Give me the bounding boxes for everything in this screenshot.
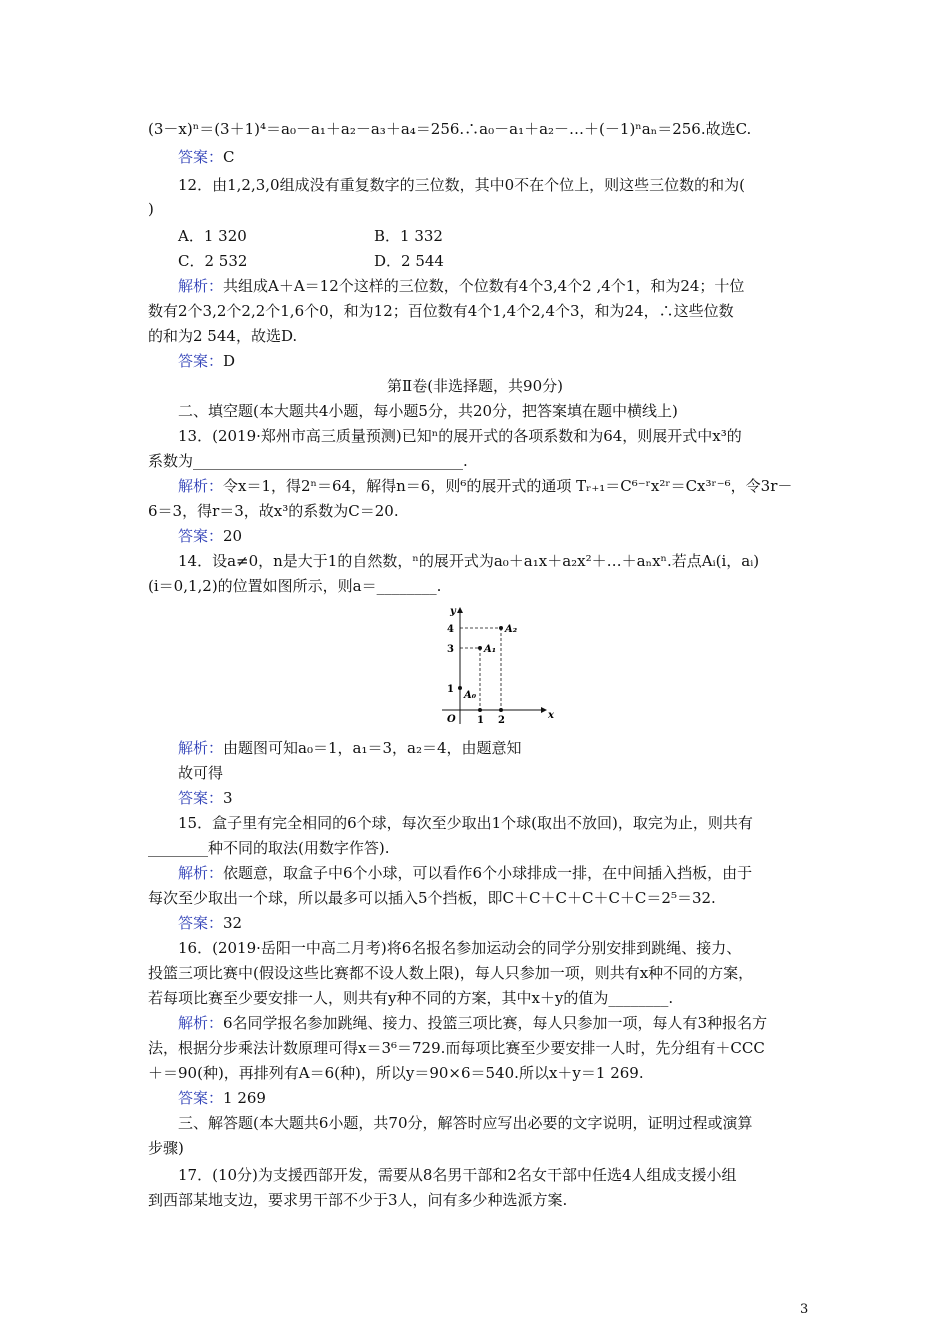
solution-text: 依题意，取盒子中6个小球，可以看作6个小球排成一排，在中间插入挡板，由于 [223, 864, 753, 882]
solution-13-line-1 [178, 476, 792, 496]
solution-12-line-1 [178, 276, 744, 296]
answer-value: 32 [223, 914, 243, 932]
question-15-line-2: ________种不同的取法(用数字作答). [148, 839, 390, 857]
answer-line [178, 913, 242, 933]
option-c: C．2 532 [178, 252, 248, 270]
answer-line [178, 147, 235, 167]
solution-16-line-1 [178, 1013, 767, 1033]
answer-value: C [223, 148, 235, 166]
x-tick-1: 1 [477, 715, 484, 726]
question-17-line-2: 到西部某地支边，要求男干部不少于3人，问有多少种选派方案. [148, 1191, 568, 1209]
question-12-line-2: ) [148, 200, 154, 218]
point-x2 [499, 708, 503, 712]
x-tick-2: 2 [498, 715, 505, 726]
solution-label: 解析： [178, 739, 224, 757]
part-2-heading: 第Ⅱ卷(非选择题，共90分) [387, 377, 563, 395]
answer-value: D [223, 352, 236, 370]
answer-label: 答案： [178, 914, 224, 932]
section-2-heading: 二、填空题(本大题共4小题，每小题5分，共20分，把答案填在题中横线上) [178, 402, 678, 420]
solution-14-line-2: 故可得 [178, 764, 224, 782]
question-14-line-2: (i＝0,1,2)的位置如图所示，则a＝________. [148, 577, 442, 595]
answer-line [178, 788, 233, 808]
section-3-line-2: 步骤) [148, 1139, 184, 1157]
solution-text: 由题图可知a₀＝1，a₁＝3，a₂＝4，由题意知 [223, 739, 522, 757]
solution-text: 令x＝1，得2ⁿ＝64，解得n＝6，则⁶的展开式的通项 Tᵣ₊₁＝C⁶⁻ʳx²ʳ＝Cx³ʳ⁻⁶，令3r－ [223, 477, 793, 495]
solution-15-line-1 [178, 863, 752, 883]
solution-12-line-3: 的和为2 544，故选D. [148, 327, 298, 345]
question-16-line-1: 16．(2019·岳阳一中高二月考)将6名报名参加运动会的同学分别安排到跳绳、接力、 [178, 939, 742, 957]
option-b: B．1 332 [374, 227, 443, 245]
answer-label: 答案： [178, 1089, 224, 1107]
solution-16-line-2: 法，根据分步乘法计数原理可得x＝3⁶＝729.而每项比赛至少要安排一人时，先分组有＋CCC [148, 1039, 765, 1057]
section-3-line-1: 三、解答题(本大题共6小题，共70分，解答时应写出必要的文字说明，证明过程或演算 [178, 1114, 753, 1132]
point-a0 [458, 686, 462, 690]
y-axis-label: y [450, 606, 456, 617]
answer-value: 20 [223, 527, 243, 545]
solution-16-line-3: ＋＝90(种)，再排列有A＝6(种)，所以y＝90×6＝540.所以x＋y＝1 269. [148, 1064, 644, 1082]
solution-12-line-2: 数有2个3,2个2,2个1,6个0，和为12；百位数有4个1,4个2,4个3，和为24，∴这些位数 [148, 302, 734, 320]
solution-label: 解析： [178, 277, 224, 295]
answer-value: 3 [223, 789, 233, 807]
solution-text: 共组成A＋A＝12个这样的三位数，个位数有4个3,4个2 ,4个1，和为24；十位 [223, 277, 745, 295]
solution-line: (3－x)ⁿ＝(3＋1)⁴＝a₀－a₁＋a₂－a₃＋a₄＝256.∴a₀－a₁＋a₂－…＋(－1)ⁿaₙ＝256.故选C. [148, 120, 752, 138]
solution-14-line-1 [178, 738, 522, 758]
answer-label: 答案： [178, 352, 224, 370]
point-x1 [478, 708, 482, 712]
label-a0: A₀ [464, 690, 477, 701]
solution-label: 解析： [178, 1014, 224, 1032]
answer-label: 答案： [178, 789, 224, 807]
question-13-line-1: 13．(2019·郑州市高三质量预测)已知ⁿ的展开式的各项系数和为64，则展开式中x³的 [178, 427, 742, 445]
question-14-line-1: 14．设a≠0，n是大于1的自然数，ⁿ的展开式为a₀＋a₁x＋a₂x²＋…＋aₙxⁿ.若点Aᵢ(i，aᵢ) [178, 552, 760, 570]
y-tick-1: 1 [447, 684, 454, 695]
page-number: 3 [800, 1302, 809, 1317]
solution-label: 解析： [178, 477, 224, 495]
question-13-line-2: 系数为____________________________________. [148, 452, 468, 470]
answer-label: 答案： [178, 148, 224, 166]
label-a2: A₂ [505, 624, 518, 635]
label-a1: A₁ [484, 644, 497, 655]
answer-line [178, 351, 235, 371]
answer-line [178, 526, 242, 546]
point-a1 [478, 646, 482, 650]
question-17-line-1: 17．(10分)为支援西部开发，需要从8名男干部和2名女干部中任选4人组成支援小组 [178, 1166, 737, 1184]
answer-line [178, 1088, 266, 1108]
solution-13-line-2: 6＝3，得r＝3，故x³的系数为C＝20. [148, 502, 399, 520]
answer-value: 1 269 [223, 1089, 266, 1107]
y-tick-4: 4 [447, 624, 454, 635]
question-16-line-3: 若每项比赛至少要安排一人，则共有y种不同的方案，其中x＋y的值为________. [148, 989, 674, 1007]
origin-label: O [447, 714, 456, 725]
question-16-line-2: 投篮三项比赛中(假设这些比赛都不设人数上限)，每人只参加一项，则共有x种不同的方案， [148, 964, 754, 982]
x-axis-label: x [548, 710, 554, 721]
option-a: A．1 320 [178, 227, 247, 245]
solution-label: 解析： [178, 864, 224, 882]
point-a2 [499, 626, 503, 630]
coordinate-figure [420, 600, 560, 728]
answer-label: 答案： [178, 527, 224, 545]
solution-text: 6名同学报名参加跳绳、接力、投篮三项比赛，每人只参加一项，每人有3种报名方 [223, 1014, 768, 1032]
question-12-line-1: 12．由1,2,3,0组成没有重复数字的三位数，其中0不在个位上，则这些三位数的和为( [178, 176, 745, 194]
question-15-line-1: 15．盒子里有完全相同的6个球，每次至少取出1个球(取出不放回)，取完为止，则共有 [178, 814, 753, 832]
y-tick-3: 3 [447, 644, 454, 655]
option-d: D．2 544 [374, 252, 444, 270]
solution-15-line-2: 每次至少取出一个球，所以最多可以插入5个挡板，即C＋C＋C＋C＋C＋C＝2⁵＝32. [148, 889, 716, 907]
